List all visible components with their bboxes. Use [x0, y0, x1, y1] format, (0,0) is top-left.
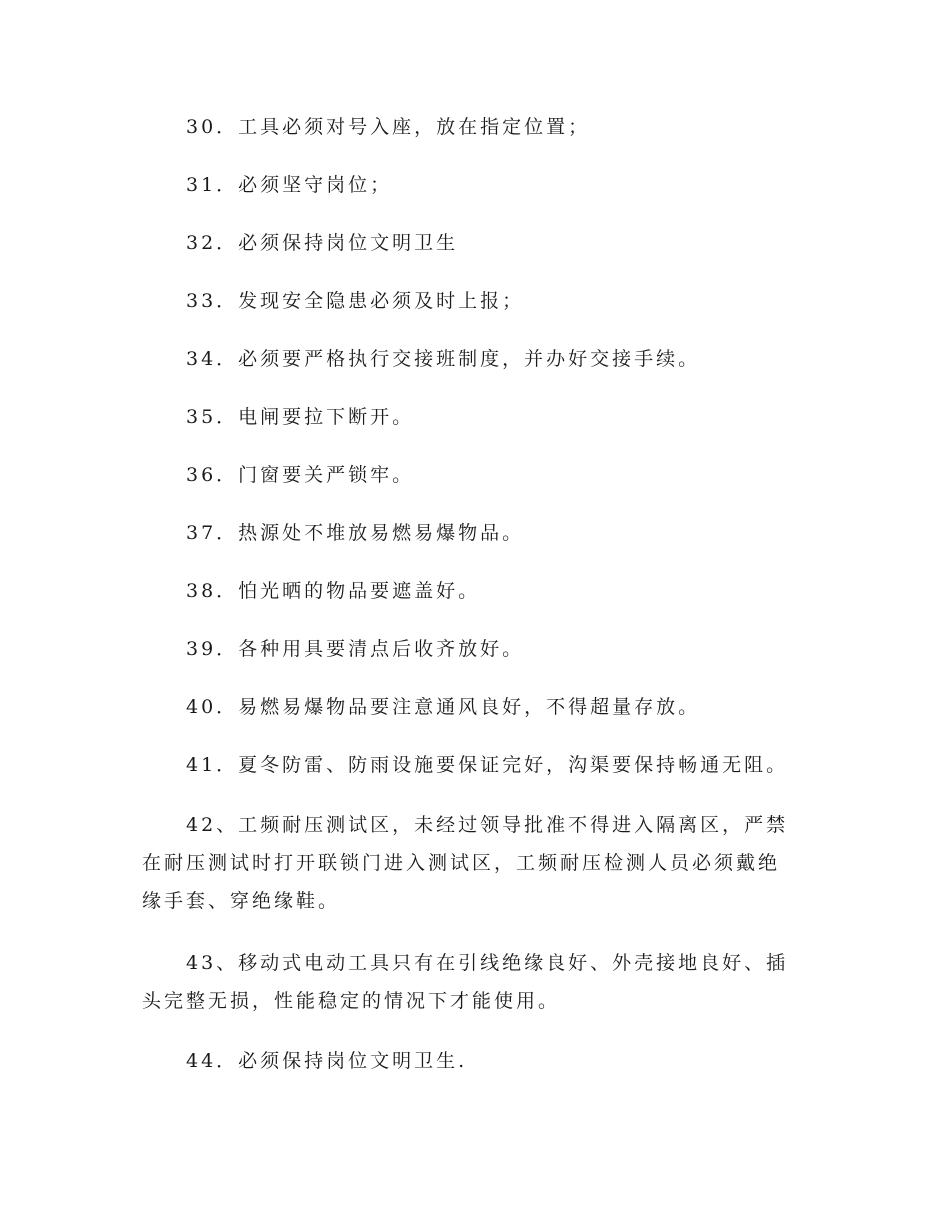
list-item-35: 35．电闸要拉下断开。 [186, 406, 415, 428]
document-body [142, 110, 798, 1102]
list-item-43: 43、移动式电动工具只有在引线绝缘良好、外壳接地良好、插头完整无损，性能稳定的情况下才能使用。 [142, 952, 789, 1012]
list-item-32: 32．必须保持岗位文明卫生 [186, 232, 459, 254]
list-item-40: 40．易燃易爆物品要注意通风良好，不得超量存放。 [186, 696, 701, 718]
list-item-34: 34．必须要严格执行交接班制度，并办好交接手续。 [186, 348, 701, 370]
list-item-41: 41．夏冬防雷、防雨设施要保证完好，沟渠要保持畅通无阻。 [186, 754, 789, 776]
list-item-38: 38．怕光晒的物品要遮盖好。 [186, 580, 481, 602]
list-item-33: 33．发现安全隐患必须及时上报； [186, 290, 525, 312]
list-item-42: 42、工频耐压测试区，未经过领导批准不得进入隔离区，严禁在耐压测试时打开联锁门进入测试区，工频耐压检测人员必须戴绝缘手套、穿绝缘鞋。 [142, 814, 789, 912]
list-item-31: 31．必须坚守岗位； [186, 174, 393, 196]
list-item-37: 37．热源处不堆放易燃易爆物品。 [186, 522, 525, 544]
list-item-36: 36．门窗要关严锁牢。 [186, 464, 415, 486]
list-item-39: 39．各种用具要清点后收齐放好。 [186, 638, 525, 660]
list-item-30: 30．工具必须对号入座，放在指定位置； [186, 116, 591, 138]
list-item-44: 44．必须保持岗位文明卫生. [186, 1050, 468, 1072]
